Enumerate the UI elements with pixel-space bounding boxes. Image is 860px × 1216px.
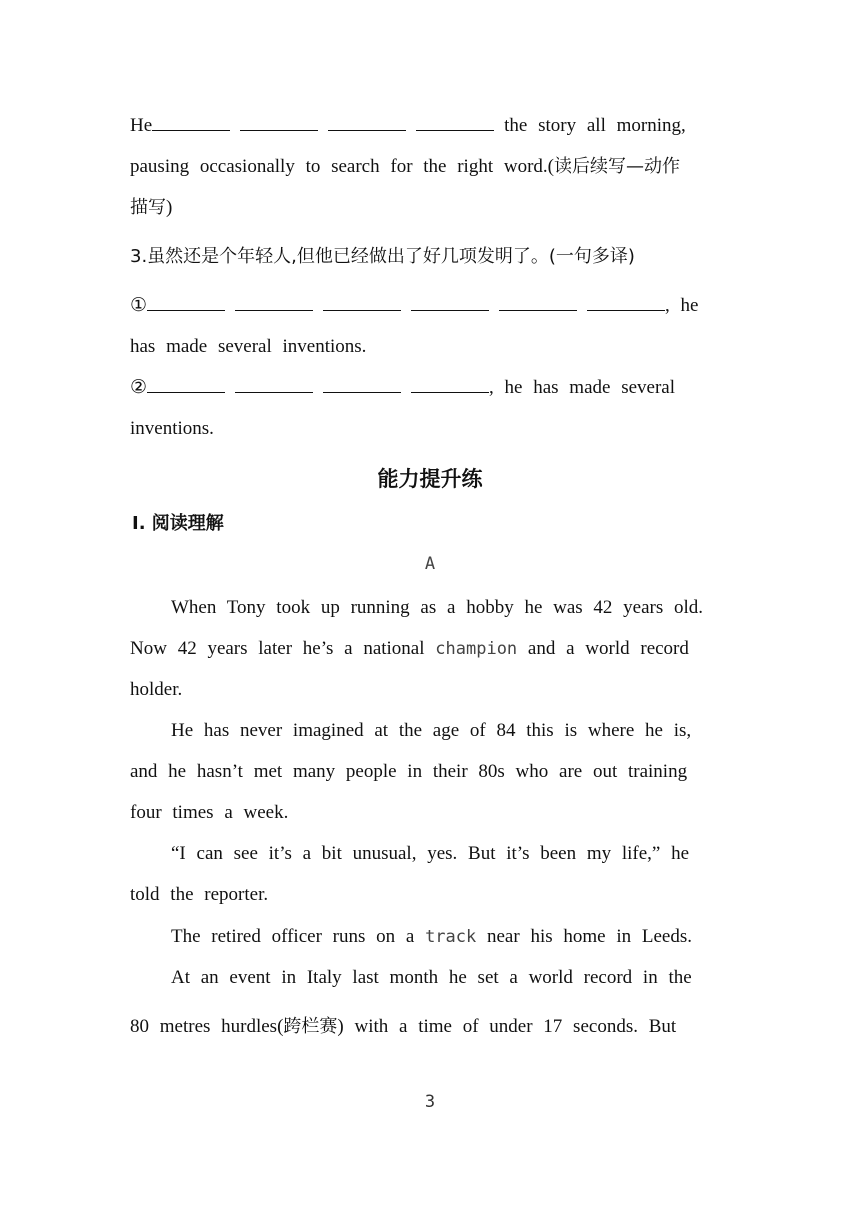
option2-end: , he has made several [489, 377, 676, 398]
option1-end: , he [665, 295, 699, 316]
exercise2-line2-cn: 读后续写—动作 [554, 156, 680, 177]
exercise3-option1 [130, 294, 720, 318]
passage-p4-line1-b: near his home in Leeds. [487, 926, 692, 947]
passage-p2-line2: and he hasn’t met many people in their 80s who are out training [130, 761, 688, 782]
exercise2-line1-end: the story all morning, [504, 115, 686, 136]
exercise2-line3 [130, 196, 720, 220]
passage-label: A [424, 554, 436, 574]
answer-blank[interactable] [411, 294, 489, 311]
passage-p2-line1: He has never imagined at the age of 84 this is where he is, [171, 720, 692, 741]
answer-blank[interactable] [147, 376, 225, 393]
answer-blank[interactable] [328, 114, 406, 131]
answer-blank[interactable] [416, 114, 494, 131]
passage-p5-line1: At an event in Italy last month he set a world record in the [171, 967, 692, 988]
passage-p1-line1: When Tony took up running as a hobby he was 42 years old. [171, 597, 704, 618]
passage-p5-line2 [130, 1015, 720, 1039]
option2-marker: ② [130, 377, 148, 398]
subsection-title: Ⅰ. 阅读理解 [132, 513, 224, 534]
exercise3-option2 [130, 376, 720, 400]
answer-blank[interactable] [323, 376, 401, 393]
answer-blank[interactable] [499, 294, 577, 311]
passage-p4-line1-a: The retired officer runs on a [171, 926, 415, 947]
answer-blank[interactable] [235, 294, 313, 311]
exercise2-line3-cn: 描写 [130, 197, 166, 218]
glossary-word-champion: champion [435, 639, 518, 659]
exercise2-line2-text: pausing occasionally to search for the right word.( [130, 156, 554, 177]
option1-marker: ① [130, 295, 148, 316]
passage-p1-line2-a: Now 42 years later he’s a national [130, 638, 425, 659]
passage-p1-line2-b: and a world record [527, 638, 689, 659]
exercise2-line1 [130, 114, 720, 138]
page-number: 3 [424, 1092, 436, 1112]
passage-p3-line1: “I can see it’s a bit unusual, yes. But it’s been my life,” he [171, 843, 690, 864]
passage-p1-line3: holder. [130, 679, 183, 700]
exercise3-option1-line2: has made several inventions. [130, 336, 367, 357]
answer-blank[interactable] [240, 114, 318, 131]
exercise3-prompt: 3.虽然还是个年轻人,但他已经做出了好几项发明了。(一句多译) [130, 246, 635, 267]
exercise2-line2 [130, 155, 720, 179]
exercise2-line1-start: He [130, 115, 153, 136]
section-title: 能力提升练 [377, 467, 483, 491]
answer-blank[interactable] [587, 294, 665, 311]
exercise3-option2-line2: inventions. [130, 418, 214, 439]
passage-p4-line1 [130, 925, 761, 949]
passage-p5-line2-a: 80 metres hurdles( [130, 1016, 284, 1037]
passage-p5-line2-b: ) with a time of under 17 seconds. But [337, 1016, 677, 1037]
exercise2-line3-end: ) [166, 197, 173, 218]
answer-blank[interactable] [323, 294, 401, 311]
answer-blank[interactable] [152, 114, 230, 131]
glossary-word-track: track [425, 927, 477, 947]
answer-blank[interactable] [235, 376, 313, 393]
passage-p1-line2 [130, 637, 720, 661]
passage-p5-line2-cn: 跨栏赛 [283, 1016, 338, 1037]
passage-p3-line2: told the reporter. [130, 884, 269, 905]
passage-p2-line3: four times a week. [130, 802, 289, 823]
answer-blank[interactable] [411, 376, 489, 393]
answer-blank[interactable] [147, 294, 225, 311]
